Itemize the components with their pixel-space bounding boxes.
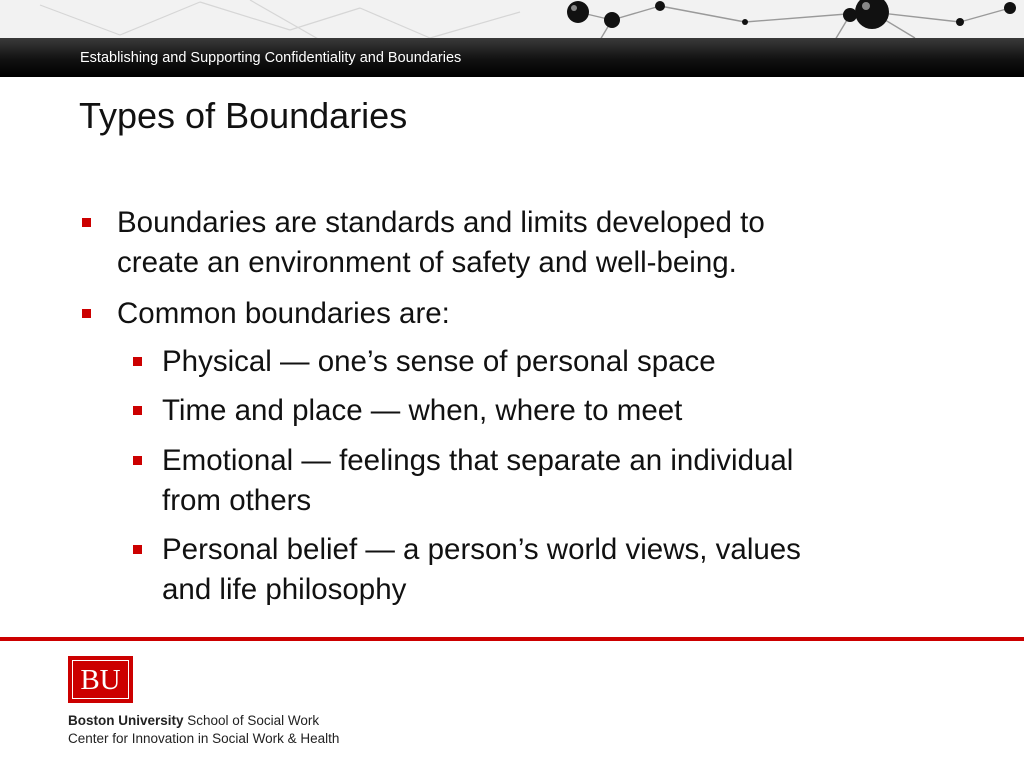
bullet-line: Time and place — when, where to meet xyxy=(162,394,683,427)
bullet-line: Personal belief — a person’s world views, values xyxy=(162,533,801,566)
sub-bullet-item xyxy=(162,530,801,610)
sub-bullet-marker xyxy=(133,456,142,465)
network-graphic-banner xyxy=(0,0,1024,40)
bullet-line: and life philosophy xyxy=(162,573,407,606)
bullet-line: from others xyxy=(162,484,312,517)
footer-school: School of Social Work xyxy=(183,713,320,728)
bullet-marker xyxy=(82,218,91,227)
footer-university: Boston University xyxy=(68,713,184,728)
network-nodes-graphic xyxy=(0,0,1024,40)
footer-org-line xyxy=(68,713,319,728)
bu-logo xyxy=(68,656,133,703)
slide-title: Types of Boundaries xyxy=(79,95,408,136)
sub-bullet-marker xyxy=(133,357,142,366)
bullet-marker xyxy=(82,309,91,318)
sub-bullet-item xyxy=(162,441,793,521)
footer-divider xyxy=(0,637,1024,641)
bullet-line: create an environment of safety and well-being. xyxy=(117,246,737,279)
presentation-title: Establishing and Supporting Confidentiality and Boundaries xyxy=(80,50,462,66)
sub-bullet-item xyxy=(162,391,682,431)
bullet-line: Physical — one’s sense of personal space xyxy=(162,345,716,378)
bullet-item xyxy=(117,294,450,334)
sub-bullet-item xyxy=(162,342,716,382)
bullet-line: Common boundaries are: xyxy=(117,297,450,330)
bu-logo-text: BU xyxy=(72,660,129,699)
sub-bullet-marker xyxy=(133,545,142,554)
header-bar xyxy=(0,38,1024,77)
bullet-line: Boundaries are standards and limits developed to xyxy=(117,206,765,239)
footer-center-line: Center for Innovation in Social Work & Health xyxy=(68,731,340,746)
bullet-line: Emotional — feelings that separate an individual xyxy=(162,444,794,477)
bullet-item xyxy=(117,203,765,283)
sub-bullet-marker xyxy=(133,406,142,415)
